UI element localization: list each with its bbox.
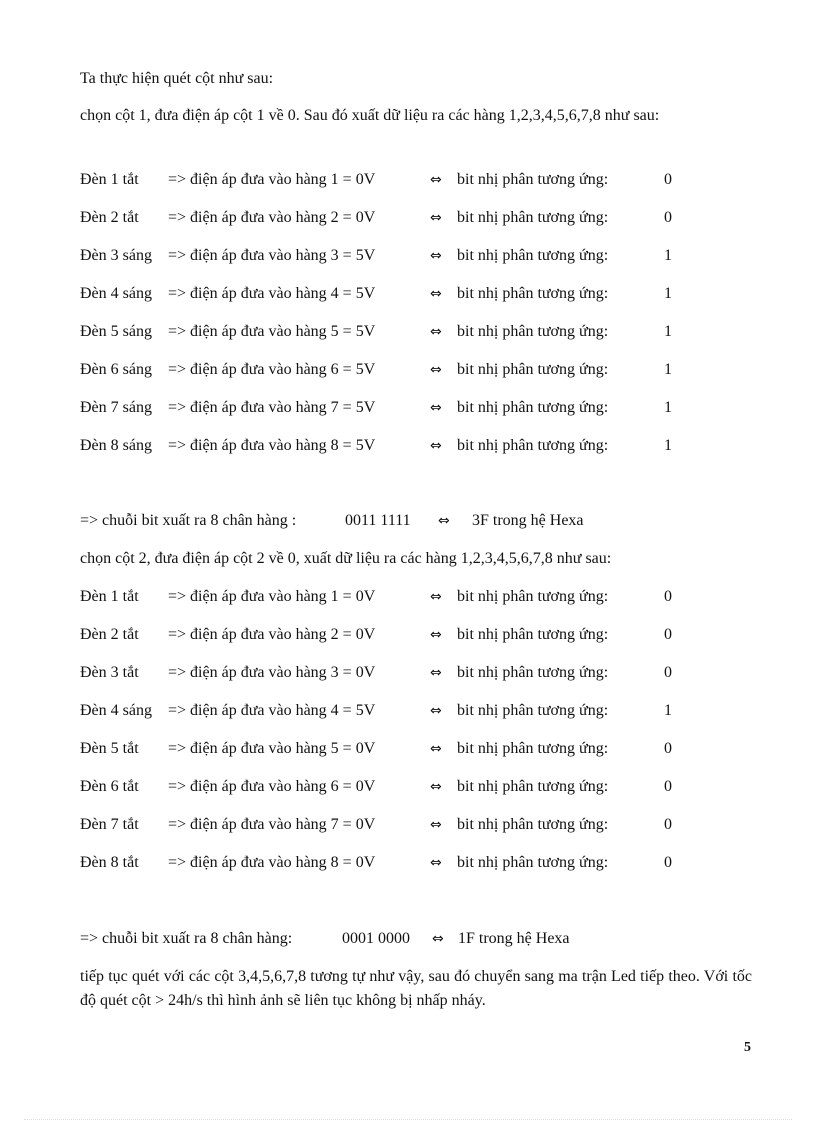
voltage-text: => điện áp đưa vào hàng 2 = 0V (168, 209, 376, 226)
col2-row (80, 662, 720, 684)
voltage-text: => điện áp đưa vào hàng 7 = 0V (168, 816, 376, 833)
col2-row (80, 814, 720, 836)
equivalence-icon: ⇔ (430, 362, 442, 378)
equivalence-icon: ⇔ (432, 931, 444, 947)
bit-label: bit nhị phân tương ứng: (457, 626, 609, 643)
col1-row (80, 245, 720, 267)
equivalence-icon: ⇔ (430, 438, 442, 454)
col2-row (80, 586, 720, 608)
equivalence-icon: ⇔ (430, 589, 442, 605)
col2-summary (80, 928, 640, 950)
lamp-state: Đèn 2 tắt (80, 209, 139, 226)
lamp-state: Đèn 3 sáng (80, 247, 152, 264)
lamp-state: Đèn 7 sáng (80, 399, 152, 416)
bit-label: bit nhị phân tương ứng: (457, 247, 609, 264)
summary-prefix: => chuỗi bit xuất ra 8 chân hàng : (80, 512, 297, 529)
lamp-state: Đèn 4 sáng (80, 285, 152, 302)
col1-row (80, 435, 720, 457)
equivalence-icon: ⇔ (430, 779, 442, 795)
lamp-state: Đèn 8 sáng (80, 437, 152, 454)
col1-heading: chọn cột 1, đưa điện áp cột 1 về 0. Sau đó xuất dữ liệu ra các hàng 1,2,3,4,5,6,7,8 như sau: (80, 107, 660, 124)
bit-value: 0 (664, 209, 672, 226)
summary-bits: 0001 0000 (342, 930, 410, 947)
voltage-text: => điện áp đưa vào hàng 4 = 5V (168, 702, 376, 719)
equivalence-icon: ⇔ (430, 627, 442, 643)
equivalence-icon: ⇔ (430, 210, 442, 226)
lamp-state: Đèn 6 sáng (80, 361, 152, 378)
bit-label: bit nhị phân tương ứng: (457, 702, 609, 719)
summary-hex: 3F trong hệ Hexa (472, 512, 584, 529)
bit-value: 1 (664, 285, 672, 302)
bit-label: bit nhị phân tương ứng: (457, 209, 609, 226)
bit-value: 1 (664, 361, 672, 378)
bit-value: 1 (664, 437, 672, 454)
voltage-text: => điện áp đưa vào hàng 6 = 0V (168, 778, 376, 795)
equivalence-icon: ⇔ (430, 172, 442, 188)
bit-label: bit nhị phân tương ứng: (457, 740, 609, 757)
voltage-text: => điện áp đưa vào hàng 2 = 0V (168, 626, 376, 643)
voltage-text: => điện áp đưa vào hàng 3 = 5V (168, 247, 376, 264)
voltage-text: => điện áp đưa vào hàng 1 = 0V (168, 171, 376, 188)
bit-label: bit nhị phân tương ứng: (457, 399, 609, 416)
voltage-text: => điện áp đưa vào hàng 1 = 0V (168, 588, 376, 605)
voltage-text: => điện áp đưa vào hàng 8 = 0V (168, 854, 376, 871)
voltage-text: => điện áp đưa vào hàng 5 = 0V (168, 740, 376, 757)
col2-heading: chọn cột 2, đưa điện áp cột 2 về 0, xuất dữ liệu ra các hàng 1,2,3,4,5,6,7,8 như sau: (80, 550, 612, 567)
bit-value: 0 (664, 854, 672, 871)
bit-value: 1 (664, 323, 672, 340)
bit-label: bit nhị phân tương ứng: (457, 437, 609, 454)
voltage-text: => điện áp đưa vào hàng 6 = 5V (168, 361, 376, 378)
bit-value: 0 (664, 816, 672, 833)
bit-label: bit nhị phân tương ứng: (457, 361, 609, 378)
lamp-state: Đèn 1 tắt (80, 588, 139, 605)
bit-label: bit nhị phân tương ứng: (457, 816, 609, 833)
bit-value: 0 (664, 778, 672, 795)
lamp-state: Đèn 5 tắt (80, 740, 139, 757)
equivalence-icon: ⇔ (430, 286, 442, 302)
col1-row (80, 283, 720, 305)
voltage-text: => điện áp đưa vào hàng 7 = 5V (168, 399, 376, 416)
lamp-state: Đèn 7 tắt (80, 816, 139, 833)
lamp-state: Đèn 8 tắt (80, 854, 139, 871)
bit-value: 0 (664, 626, 672, 643)
col2-row (80, 776, 720, 798)
footer-divider (24, 1119, 792, 1120)
bit-label: bit nhị phân tương ứng: (457, 171, 609, 188)
equivalence-icon: ⇔ (430, 741, 442, 757)
bit-label: bit nhị phân tương ứng: (457, 588, 609, 605)
bit-value: 1 (664, 702, 672, 719)
col2-row (80, 852, 720, 874)
page-number: 5 (744, 1040, 751, 1055)
col1-row (80, 169, 720, 191)
bit-value: 0 (664, 664, 672, 681)
lamp-state: Đèn 3 tắt (80, 664, 139, 681)
voltage-text: => điện áp đưa vào hàng 8 = 5V (168, 437, 376, 454)
equivalence-icon: ⇔ (430, 665, 442, 681)
lamp-state: Đèn 6 tắt (80, 778, 139, 795)
col2-row (80, 700, 720, 722)
bit-label: bit nhị phân tương ứng: (457, 285, 609, 302)
col1-row (80, 321, 720, 343)
bit-label: bit nhị phân tương ứng: (457, 664, 609, 681)
col1-row (80, 207, 720, 229)
bit-label: bit nhị phân tương ứng: (457, 323, 609, 340)
closing-paragraph: tiếp tục quét với các cột 3,4,5,6,7,8 tương tự như vậy, sau đó chuyển sang ma trận Led tiếp theo. Với tốc độ quét cột > 24h/s thì hình ảnh sẽ liên tục không bị nhấp nháy. (80, 968, 752, 1009)
lamp-state: Đèn 4 sáng (80, 702, 152, 719)
bit-value: 1 (664, 247, 672, 264)
voltage-text: => điện áp đưa vào hàng 5 = 5V (168, 323, 376, 340)
col2-row (80, 624, 720, 646)
equivalence-icon: ⇔ (430, 855, 442, 871)
bit-value: 1 (664, 399, 672, 416)
equivalence-icon: ⇔ (438, 513, 450, 529)
equivalence-icon: ⇔ (430, 817, 442, 833)
bit-label: bit nhị phân tương ứng: (457, 778, 609, 795)
bit-value: 0 (664, 588, 672, 605)
col1-row (80, 397, 720, 419)
equivalence-icon: ⇔ (430, 703, 442, 719)
equivalence-icon: ⇔ (430, 400, 442, 416)
lamp-state: Đèn 5 sáng (80, 323, 152, 340)
lamp-state: Đèn 2 tắt (80, 626, 139, 643)
lamp-state: Đèn 1 tắt (80, 171, 139, 188)
col1-row (80, 359, 720, 381)
col2-row (80, 738, 720, 760)
voltage-text: => điện áp đưa vào hàng 3 = 0V (168, 664, 376, 681)
equivalence-icon: ⇔ (430, 324, 442, 340)
equivalence-icon: ⇔ (430, 248, 442, 264)
bit-label: bit nhị phân tương ứng: (457, 854, 609, 871)
col1-summary (80, 510, 640, 532)
summary-hex: 1F trong hệ Hexa (458, 930, 570, 947)
bit-value: 0 (664, 740, 672, 757)
summary-bits: 0011 1111 (345, 512, 411, 529)
bit-value: 0 (664, 171, 672, 188)
intro-text: Ta thực hiện quét cột như sau: (80, 70, 274, 87)
summary-prefix: => chuỗi bit xuất ra 8 chân hàng: (80, 930, 293, 947)
voltage-text: => điện áp đưa vào hàng 4 = 5V (168, 285, 376, 302)
